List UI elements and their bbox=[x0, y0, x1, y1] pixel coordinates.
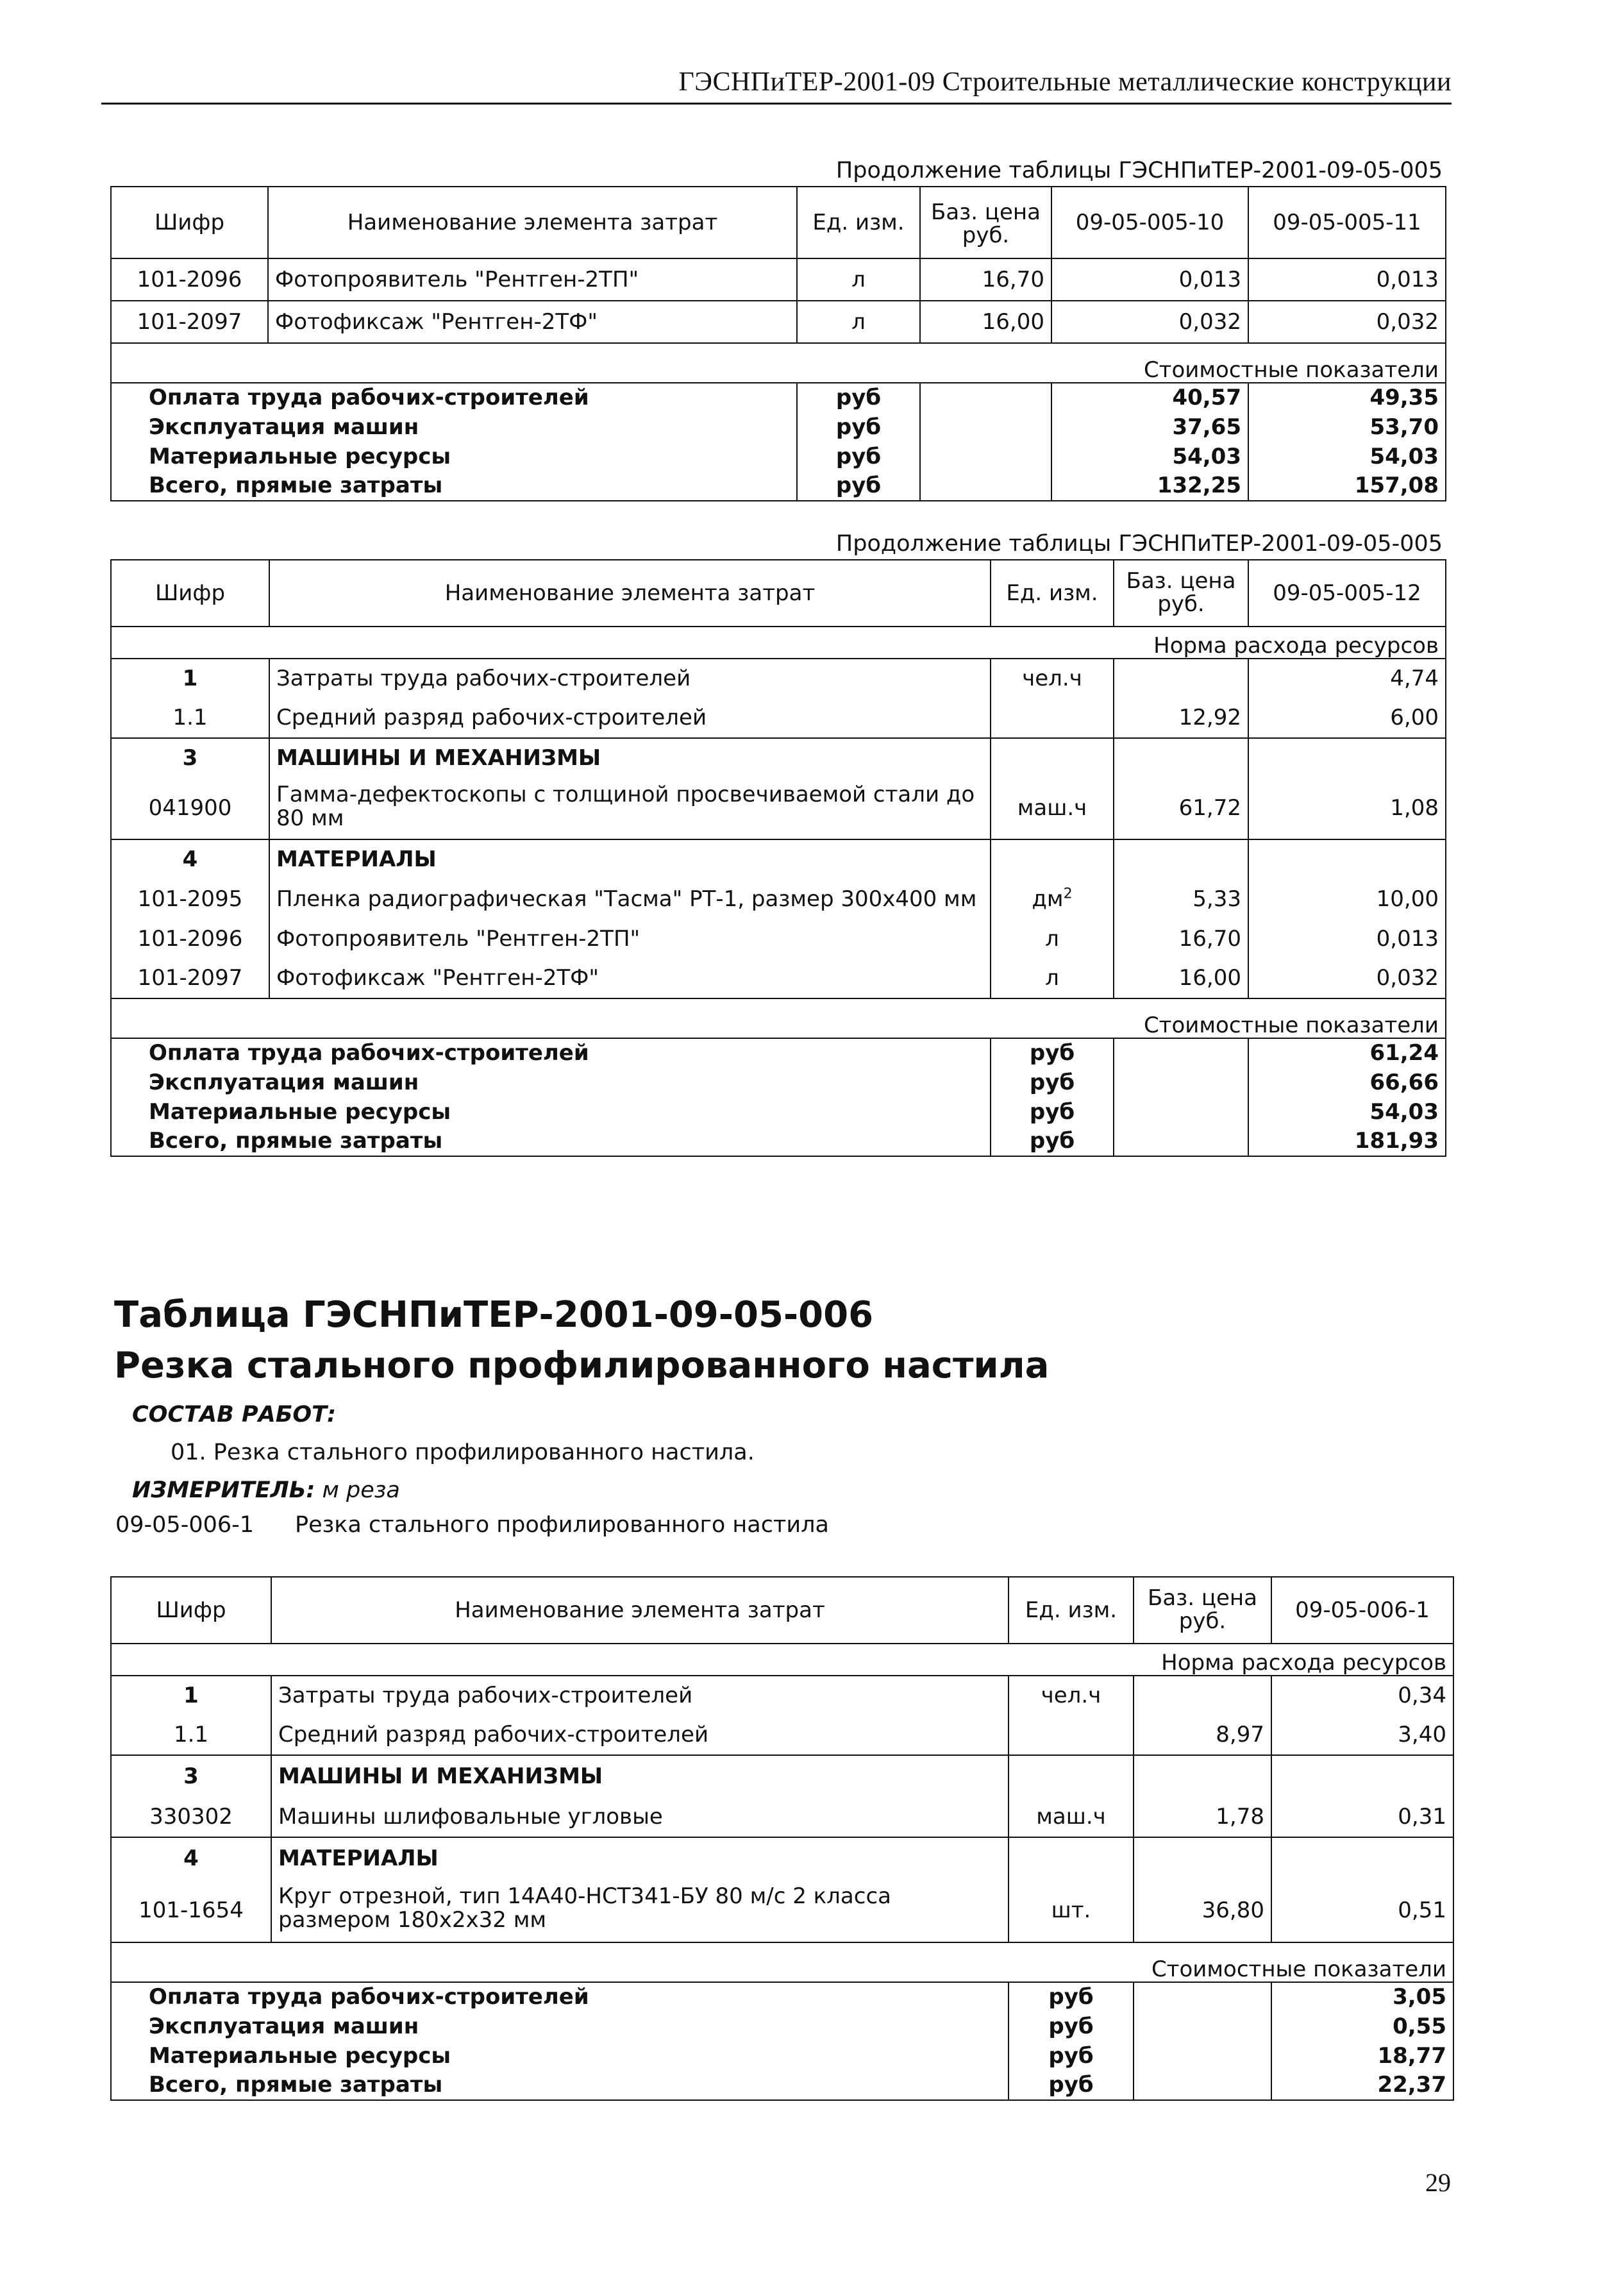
row-name: Фотопроявитель "Рентген-2ТП" bbox=[269, 919, 991, 959]
total-value-a: 54,03 bbox=[1248, 1097, 1446, 1127]
row-price: 12,92 bbox=[1114, 698, 1248, 738]
table2-header-row bbox=[111, 560, 1446, 627]
total-value-b: 53,70 bbox=[1248, 412, 1446, 442]
table1-caption: Продолжение таблицы ГЭСНПиТЕР-2001-09-05-005 bbox=[835, 158, 1443, 183]
norm-name: Резка стального профилированного настила bbox=[295, 1512, 829, 1538]
row-price: 16,70 bbox=[1114, 919, 1248, 959]
row-value-a: 0,51 bbox=[1271, 1880, 1453, 1942]
row-price: 61,72 bbox=[1114, 778, 1248, 839]
total-unit: руб bbox=[991, 1038, 1114, 1068]
totals-row bbox=[111, 471, 1446, 501]
total-label: Материальные ресурсы bbox=[111, 1097, 991, 1127]
total-unit: руб bbox=[1009, 1982, 1134, 2012]
row-value-a: 0,013 bbox=[1248, 919, 1446, 959]
row-name: Средний разряд рабочих-строителей bbox=[269, 698, 991, 738]
work-composition-item: 01. Резка стального профилированного настила. bbox=[171, 1440, 755, 1465]
total-label: Оплата труда рабочих-строителей bbox=[111, 383, 797, 412]
col-price-header: Баз. цена руб. bbox=[1134, 1577, 1271, 1644]
cost-section-row bbox=[111, 998, 1446, 1038]
row-value-a: 0,013 bbox=[1051, 258, 1248, 301]
total-unit: руб bbox=[991, 1097, 1114, 1127]
row-code: 041900 bbox=[111, 778, 269, 839]
total-label: Оплата труда рабочих-строителей bbox=[111, 1038, 991, 1068]
row-unit: чел.ч bbox=[1009, 1676, 1134, 1715]
cost-section-label: Стоимостные показатели bbox=[111, 343, 1446, 383]
totals-row bbox=[111, 1097, 1446, 1127]
total-price-empty bbox=[1114, 1068, 1248, 1097]
row-name: Круг отрезной, тип 14А40-НСТ341-БУ 80 м/с 2 класса размером 180х2х32 мм bbox=[271, 1880, 1009, 1942]
row-value-a: 1,08 bbox=[1248, 778, 1446, 839]
row-code: 1.1 bbox=[111, 1715, 271, 1755]
section-heading-materials: МАТЕРИАЛЫ bbox=[271, 1837, 1009, 1880]
row-name: Гамма-дефектоскопы с толщиной просвечиваемой стали до 80 мм bbox=[269, 778, 991, 839]
total-price-empty bbox=[1134, 2071, 1271, 2100]
row-value-b: 0,013 bbox=[1248, 258, 1446, 301]
row-price: 36,80 bbox=[1134, 1880, 1271, 1942]
measure-value: м реза bbox=[322, 1477, 400, 1503]
row-price bbox=[1114, 659, 1248, 698]
total-unit: руб bbox=[797, 412, 920, 442]
table-row bbox=[111, 1676, 1453, 1715]
total-unit: руб bbox=[797, 383, 920, 412]
row-code: 3 bbox=[111, 738, 269, 778]
section-subtitle: Резка стального профилированного настила bbox=[114, 1345, 1050, 1386]
row-unit bbox=[1009, 1837, 1134, 1880]
work-composition-label: СОСТАВ РАБОТ: bbox=[132, 1402, 336, 1427]
row-code: 3 bbox=[111, 1755, 271, 1797]
totals-row bbox=[111, 383, 1446, 412]
table-row bbox=[111, 1880, 1453, 1942]
row-value-a bbox=[1248, 839, 1446, 879]
page-number: 29 bbox=[1425, 2168, 1451, 2197]
row-unit bbox=[991, 879, 1114, 919]
row-value-a bbox=[1271, 1837, 1453, 1880]
row-name: Затраты труда рабочих-строителей bbox=[271, 1676, 1009, 1715]
row-value-a: 6,00 bbox=[1248, 698, 1446, 738]
section-heading-machines: МАШИНЫ И МЕХАНИЗМЫ bbox=[269, 738, 991, 778]
total-label: Всего, прямые затраты bbox=[111, 1127, 991, 1156]
cost-section-row bbox=[111, 343, 1446, 383]
col-b-header: 09-05-005-11 bbox=[1248, 187, 1446, 258]
total-price-empty bbox=[1134, 2041, 1271, 2071]
row-code: 4 bbox=[111, 839, 269, 879]
row-price: 1,78 bbox=[1134, 1797, 1271, 1837]
cost-section-label: Стоимостные показатели bbox=[111, 998, 1446, 1038]
col-code-header: Шифр bbox=[111, 1577, 271, 1644]
table-row bbox=[111, 258, 1446, 301]
table1 bbox=[110, 186, 1446, 501]
row-code: 101-2095 bbox=[111, 879, 269, 919]
total-price-empty bbox=[1114, 1127, 1248, 1156]
col-name-header: Наименование элемента затрат bbox=[269, 560, 991, 627]
totals-row bbox=[111, 2071, 1453, 2100]
row-name: Машины шлифовальные угловые bbox=[271, 1797, 1009, 1837]
row-name: Фотофиксаж "Рентген-2ТФ" bbox=[269, 959, 991, 998]
col-unit-header: Ед. изм. bbox=[797, 187, 920, 258]
row-unit bbox=[1009, 1755, 1134, 1797]
row-value-a: 0,34 bbox=[1271, 1676, 1453, 1715]
total-value-b: 157,08 bbox=[1248, 471, 1446, 501]
totals-row bbox=[111, 1982, 1453, 2012]
total-value-a: 54,03 bbox=[1051, 442, 1248, 471]
row-code: 1 bbox=[111, 659, 269, 698]
measure-label: ИЗМЕРИТЕЛЬ: bbox=[132, 1477, 315, 1503]
row-price: 5,33 bbox=[1114, 879, 1248, 919]
norm-section-row bbox=[111, 627, 1446, 659]
row-unit bbox=[991, 738, 1114, 778]
col-name-header: Наименование элемента затрат bbox=[268, 187, 797, 258]
row-code: 1.1 bbox=[111, 698, 269, 738]
row-price bbox=[1114, 738, 1248, 778]
total-value-a: 66,66 bbox=[1248, 1068, 1446, 1097]
total-price-empty bbox=[1134, 2012, 1271, 2041]
row-code: 101-2097 bbox=[111, 301, 268, 343]
total-unit: руб bbox=[991, 1068, 1114, 1097]
table-row bbox=[111, 659, 1446, 698]
row-code: 101-2096 bbox=[111, 258, 268, 301]
table-row bbox=[111, 1755, 1453, 1797]
row-price: 16,70 bbox=[920, 258, 1051, 301]
running-title: ГЭСНПиТЕР-2001-09 Строительные металлические конструкции bbox=[678, 67, 1452, 97]
row-price: 8,97 bbox=[1134, 1715, 1271, 1755]
row-unit: л bbox=[797, 258, 920, 301]
total-unit: руб bbox=[797, 471, 920, 501]
total-label: Материальные ресурсы bbox=[111, 442, 797, 471]
col-unit-header: Ед. изм. bbox=[1009, 1577, 1134, 1644]
total-value-a: 61,24 bbox=[1248, 1038, 1446, 1068]
total-price-empty bbox=[1134, 1982, 1271, 2012]
row-name: Затраты труда рабочих-строителей bbox=[269, 659, 991, 698]
norm-code: 09-05-006-1 bbox=[115, 1512, 255, 1538]
row-code: 1 bbox=[111, 1676, 271, 1715]
table-row bbox=[111, 959, 1446, 998]
row-price bbox=[1114, 839, 1248, 879]
total-unit: руб bbox=[1009, 2041, 1134, 2071]
total-value-b: 49,35 bbox=[1248, 383, 1446, 412]
table-row bbox=[111, 879, 1446, 919]
table-row bbox=[111, 1715, 1453, 1755]
row-unit: л bbox=[797, 301, 920, 343]
total-label: Всего, прямые затраты bbox=[111, 2071, 1009, 2100]
norm-section-row bbox=[111, 1644, 1453, 1676]
total-value-a: 181,93 bbox=[1248, 1127, 1446, 1156]
row-unit bbox=[991, 698, 1114, 738]
section-heading-materials: МАТЕРИАЛЫ bbox=[269, 839, 991, 879]
table3-header-row bbox=[111, 1577, 1453, 1644]
row-price bbox=[1134, 1676, 1271, 1715]
total-price-empty bbox=[920, 471, 1051, 501]
cost-section-label: Стоимостные показатели bbox=[111, 1942, 1453, 1982]
row-unit: л bbox=[991, 959, 1114, 998]
row-unit: маш.ч bbox=[991, 778, 1114, 839]
total-unit: руб bbox=[1009, 2071, 1134, 2100]
col-price-header: Баз. цена руб. bbox=[1114, 560, 1248, 627]
row-value-a: 0,31 bbox=[1271, 1797, 1453, 1837]
row-name: Средний разряд рабочих-строителей bbox=[271, 1715, 1009, 1755]
table-row bbox=[111, 839, 1446, 879]
col-a-header: 09-05-006-1 bbox=[1271, 1577, 1453, 1644]
totals-row bbox=[111, 2041, 1453, 2071]
row-unit bbox=[1009, 1715, 1134, 1755]
totals-row bbox=[111, 412, 1446, 442]
row-unit: маш.ч bbox=[1009, 1797, 1134, 1837]
table-row bbox=[111, 919, 1446, 959]
col-name-header: Наименование элемента затрат bbox=[271, 1577, 1009, 1644]
total-label: Эксплуатация машин bbox=[111, 1068, 991, 1097]
row-price: 16,00 bbox=[1114, 959, 1248, 998]
row-price bbox=[1134, 1755, 1271, 1797]
total-unit: руб bbox=[991, 1127, 1114, 1156]
total-value-a: 22,37 bbox=[1271, 2071, 1453, 2100]
row-unit: чел.ч bbox=[991, 659, 1114, 698]
total-value-a: 40,57 bbox=[1051, 383, 1248, 412]
row-value-a: 10,00 bbox=[1248, 879, 1446, 919]
table-row bbox=[111, 301, 1446, 343]
row-code: 4 bbox=[111, 1837, 271, 1880]
total-label: Эксплуатация машин bbox=[111, 412, 797, 442]
col-unit-header: Ед. изм. bbox=[991, 560, 1114, 627]
unit-superscript: 2 bbox=[1063, 886, 1073, 902]
cost-section-row bbox=[111, 1942, 1453, 1982]
total-value-b: 54,03 bbox=[1248, 442, 1446, 471]
unit-base: дм bbox=[1032, 886, 1064, 912]
totals-row bbox=[111, 442, 1446, 471]
row-price bbox=[1134, 1837, 1271, 1880]
total-price-empty bbox=[1114, 1038, 1248, 1068]
row-value-a bbox=[1271, 1755, 1453, 1797]
row-value-a: 4,74 bbox=[1248, 659, 1446, 698]
norm-section-label: Норма расхода ресурсов bbox=[111, 627, 1446, 659]
section-title: Таблица ГЭСНПиТЕР-2001-09-05-006 bbox=[114, 1294, 874, 1336]
total-label: Материальные ресурсы bbox=[111, 2041, 1009, 2071]
table-row bbox=[111, 1837, 1453, 1880]
totals-row bbox=[111, 1127, 1446, 1156]
table-row bbox=[111, 738, 1446, 778]
table-row bbox=[111, 778, 1446, 839]
total-value-a: 3,05 bbox=[1271, 1982, 1453, 2012]
table1-header-row bbox=[111, 187, 1446, 258]
row-value-a: 3,40 bbox=[1271, 1715, 1453, 1755]
table3 bbox=[110, 1576, 1454, 2101]
table2-caption: Продолжение таблицы ГЭСНПиТЕР-2001-09-05-005 bbox=[835, 531, 1443, 557]
running-header bbox=[101, 67, 1452, 105]
totals-row bbox=[111, 1038, 1446, 1068]
row-unit: л bbox=[991, 919, 1114, 959]
col-code-header: Шифр bbox=[111, 187, 268, 258]
total-unit: руб bbox=[1009, 2012, 1134, 2041]
row-value-a bbox=[1248, 738, 1446, 778]
total-value-a: 18,77 bbox=[1271, 2041, 1453, 2071]
norm-section-label: Норма расхода ресурсов bbox=[111, 1644, 1453, 1676]
totals-row bbox=[111, 1068, 1446, 1097]
total-price-empty bbox=[920, 412, 1051, 442]
row-value-a: 0,032 bbox=[1051, 301, 1248, 343]
total-price-empty bbox=[920, 442, 1051, 471]
row-code: 101-2096 bbox=[111, 919, 269, 959]
totals-row bbox=[111, 2012, 1453, 2041]
total-price-empty bbox=[920, 383, 1051, 412]
row-price: 16,00 bbox=[920, 301, 1051, 343]
table2 bbox=[110, 559, 1446, 1157]
total-value-a: 132,25 bbox=[1051, 471, 1248, 501]
row-unit: шт. bbox=[1009, 1880, 1134, 1942]
row-code: 101-2097 bbox=[111, 959, 269, 998]
total-label: Всего, прямые затраты bbox=[111, 471, 797, 501]
measure-line bbox=[132, 1477, 400, 1503]
total-value-a: 0,55 bbox=[1271, 2012, 1453, 2041]
row-code: 330302 bbox=[111, 1797, 271, 1837]
table-row bbox=[111, 698, 1446, 738]
row-value-b: 0,032 bbox=[1248, 301, 1446, 343]
section-heading-machines: МАШИНЫ И МЕХАНИЗМЫ bbox=[271, 1755, 1009, 1797]
col-a-header: 09-05-005-12 bbox=[1248, 560, 1446, 627]
row-name: Фотопроявитель "Рентген-2ТП" bbox=[268, 258, 797, 301]
row-name: Фотофиксаж "Рентген-2ТФ" bbox=[268, 301, 797, 343]
total-value-a: 37,65 bbox=[1051, 412, 1248, 442]
row-value-a: 0,032 bbox=[1248, 959, 1446, 998]
row-code: 101-1654 bbox=[111, 1880, 271, 1942]
col-price-header: Баз. цена руб. bbox=[920, 187, 1051, 258]
col-code-header: Шифр bbox=[111, 560, 269, 627]
total-label: Оплата труда рабочих-строителей bbox=[111, 1982, 1009, 2012]
row-name: Пленка радиографическая "Тасма" РТ-1, размер 300х400 мм bbox=[269, 879, 991, 919]
row-unit bbox=[991, 839, 1114, 879]
total-price-empty bbox=[1114, 1097, 1248, 1127]
total-label: Эксплуатация машин bbox=[111, 2012, 1009, 2041]
col-a-header: 09-05-005-10 bbox=[1051, 187, 1248, 258]
table-row bbox=[111, 1797, 1453, 1837]
total-unit: руб bbox=[797, 442, 920, 471]
